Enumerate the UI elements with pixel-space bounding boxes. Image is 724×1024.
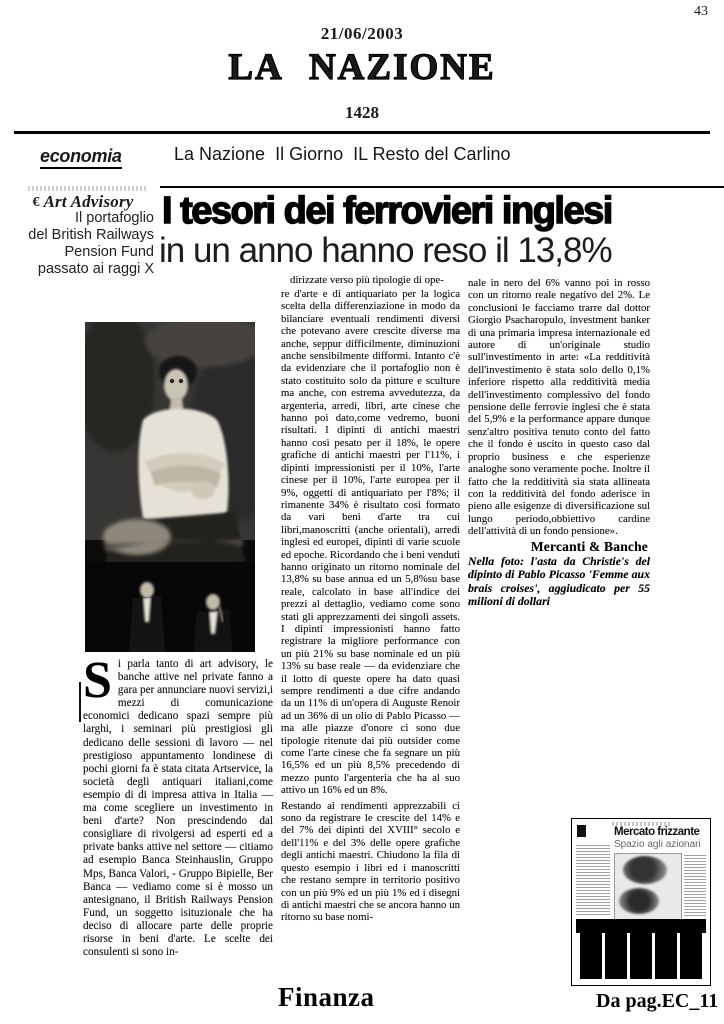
footer-page-reference: Da pag.EC_11: [596, 990, 719, 1012]
kicker-title: [8, 192, 158, 212]
headline-rule: [160, 186, 724, 188]
edition-number: 1428: [345, 103, 379, 122]
mini-text-column: [576, 845, 610, 917]
article-column-left: [83, 652, 273, 959]
drop-cap: S: [83, 652, 112, 709]
mini-photo-blob: [623, 856, 667, 884]
article-column-mid-intro: dirizzate verso più tipologie di ope-: [290, 274, 444, 286]
headline-line2: in un anno hanno reso il 13,8%: [159, 231, 612, 270]
scan-noise: [28, 186, 146, 191]
mini-black-band: [576, 919, 706, 933]
kicker-line: del British Railways: [28, 227, 154, 243]
source-page-thumbnail: [571, 818, 711, 986]
art-advisory-logo-icon: €: [32, 195, 40, 210]
mini-masthead-logo: [577, 825, 586, 837]
auction-photo: [85, 322, 255, 652]
kicker-line: Il portafoglio: [75, 210, 154, 226]
masthead-title: LA NAZIONE: [228, 47, 496, 88]
column-text: re d'arte e di antiquariato per la logica scelta della differenziazione in modo da bilanciare eventuali rendimenti diversi che potevano avere crescite diverse ma anche, seppur difficilmente, diminuzioni anche sensibilmente difformi. Intanto c'è da evidenziare che il portafoglio non è stato costituito solo da pitture e sculture ma anche, con estrema avvedutezza, da argenteria, arredi, libri, arte cinese che hanno poi dato,come vedremo, buoni risultati. I dipinti di antichi maestri hanno così pesato per il 18%, le opere grafiche di antichi maestri per l'11%, i dipinti impressionisti per il 10%, l'arte cinese per il 10%, l'arte europea per il 9%, oggetti di antiquariato per l'8%; il rimanente 34% è risultato così formato da vari beni d'arte tra cui libri,manoscritti (anche orientali), arredi inglesi ed europei, dipinti di varie scuole ed epoche. Ricordando che i beni venduti hanno originato un ritorno nominale del 13,8% su base annua ed un 5,8%su base reale, calcolato in base all'indice dei prezzi al dettaglio, vediamo come sono stati gli apprezzamenti dei singoli assets. I dipinti impressionisti hanno fatto registrare la migliore performance con un più 21% su base nominale ed un più 13% su base reale — da evidenziare che il lotto di queste opere ha dato quasi sempre rendimenti a due cifre andando da un 11% di un'opera di Auguste Renoir ad un 36% di un olio di Pablo Picasso — ma alle piazze d'onore ci sono due tipologie ritenute dai più outsider come come l'arte cinese che fa segnare un più 16,5% ed un più 8,5% precedendo di mezzo punto l'argenteria che ha al suo attivo un 16% ed un 8%.: [281, 288, 460, 797]
page-number: 43: [694, 4, 708, 19]
byline: Mercanti & Banche: [530, 538, 648, 554]
mini-photo-blob: [619, 888, 659, 914]
newspapers-row: La Nazione Il Giorno IL Resto del Carlino: [174, 144, 511, 164]
scan-artifact: [79, 682, 81, 722]
mini-photos: [614, 853, 682, 921]
section-label: economia: [40, 146, 122, 169]
footer-section-label: Finanza: [278, 982, 375, 1012]
column-text: i parla tanto di art advisory, le banche attive nel private fanno a gara per annunciare nuovi servizi,i mezzi di comunicazione economici dedicano spazi sempre più larghi, i seminari più prestigiosi gli dedicano delle sessioni di lavoro — nel prestigioso appuntamento londinese di pochi giorni fa è stata citata Artservice, la società degli antiquari italiani,come esempio di di impresa attiva in Italia — ma come scegliere un investimento in beni d'arte? Non prescindendo dal consigliare di rivolgersi ad esperti ed a private banks attive nel settore — citiamo ad esempio Banca Steinhauslin, Gruppo Mps, Banca Valori, - Gruppo Bipielle, Ber Banca — vediamo come si è mosso un antesignano, il British Railways Pension Fund, un soggetto isituzionale che ha deciso di allocare parte delle proprie risorse in beni d'arte. Le scelte dei consulenti si sono in-: [83, 658, 273, 959]
picasso-painting-image: [85, 322, 255, 652]
photo-caption: Nella foto: l'asta da Christie's del dipinto di Pablo Picasso 'Femme aux brais croises', aggiudicato per 55 milioni di dollari: [468, 553, 650, 609]
mini-text-column: [684, 855, 706, 917]
column-text: nale in nero del 6% vanno poi in rosso con un ritorno reale negativo del 2%. Le conclusioni le facciamo trarre dal dottor Giorgio Psacharopulo, investment banker di una primaria impresa internazionale ed autore di un'originale studio sull'investimento in arte: «La redditività dell'investimento è stata solo dello 0,1% inferiore rispetto alla redditività media dell'investimento complessivo del fondo pensione delle ferrovie inglesi che è stata del 5,9% e la performance appare dunque senz'altro positiva tenuto conto del fatto che il fondo è uscito in questo caso dal proprio business e che esperienze analoghe sono veramente poche. Inoltre il fatto che la redditività sia stata allineata con la redditività del fondo aderisce in pieno alle esigenze di diversificazione sul lungo periodo,obbiettivo cardine dell'attività di un fondo pensione».: [468, 277, 650, 538]
mini-subheadline: Spazio agli azionari: [614, 839, 701, 850]
kicker-subtitle: [2, 210, 154, 278]
mini-bar-chart: [580, 933, 702, 979]
issue-date: 21/06/2003: [320, 24, 404, 43]
article-column-mid: [281, 288, 460, 924]
kicker-line: Pension Fund: [64, 244, 154, 260]
kicker-title-text: Art Advisory: [43, 192, 134, 211]
headline-line1: I tesori dei ferrovieri inglesi: [162, 190, 612, 232]
mini-headline: Mercato frizzante: [614, 826, 700, 838]
column-text: Restando ai rendimenti apprezzabili ci sono da registrare le crescite del 14% e del 7% dei dipinti del XVIII° secolo e dell'11% e del 3% delle opere grafiche degli antichi maestri. Chiudono la fila di questo esempio i libri ed i manoscritti che restano sempre in territorio positivo con un più 9% ed un più 1% ed i disegni di antichi maestri che se ancora hanno un ritorno su base nomi-: [281, 799, 460, 924]
header-rule: [14, 131, 710, 134]
kicker-line: passato ai raggi X: [37, 261, 154, 277]
article-column-right: [468, 277, 650, 609]
